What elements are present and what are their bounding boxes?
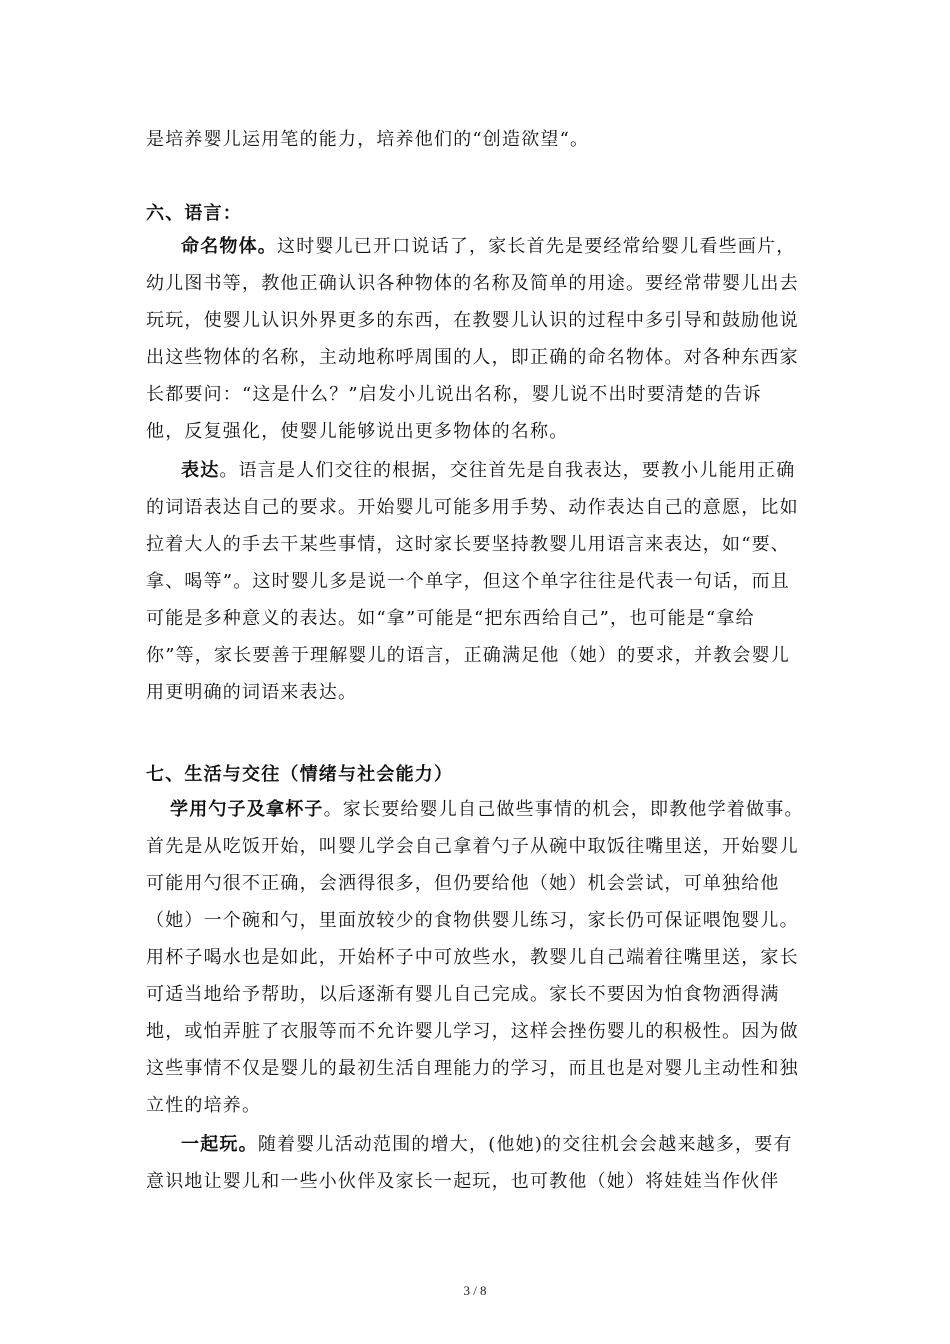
paragraph-line: 用杯子喝水也是如此，开始杯子中可放些水，教婴儿自己端着往嘴里送，家长 (146, 947, 799, 968)
section-7-heading: 七、生活与交往（情绪与社会能力） (146, 764, 454, 785)
paragraph-line: 地，或怕弄脏了衣服等而不允许婴儿学习，这样会挫伤婴儿的积极性。因为做 (146, 1021, 799, 1042)
paragraph-line: 拿、喝等”。这时婴儿多是说一个单字，但这个单字往往是代表一句话，而且 (146, 571, 790, 592)
paragraph-lead: 学用勺子及拿杯子 (170, 799, 324, 820)
paragraph-spoon-line-1 (170, 798, 806, 822)
paragraph-line: 这些事情不仅是婴儿的最初生活自理能力的学习，而且也是对婴儿主动性和独 (146, 1058, 799, 1079)
intro-line: 是培养婴儿运用笔的能力，培养他们的“创造欲望“。 (146, 129, 590, 150)
paragraph-line: 可适当地给予帮助，以后逐渐有婴儿自己完成。家长不要因为怕食物洒得满 (146, 984, 780, 1005)
paragraph-lead: 一起玩。 (181, 1134, 258, 1155)
paragraph-line: 你”等，家长要善于理解婴儿的语言，正确满足他（她）的要求，并教会婴儿 (146, 645, 790, 666)
paragraph-line: 可能是多种意义的表达。如“拿”可能是“把东西给自己”，也可能是“拿给 (146, 608, 755, 629)
paragraph-lead: 表达 (181, 460, 220, 481)
paragraph-line: 的词语表达自己的要求。开始婴儿可能多用手势、动作表达自己的意愿，比如 (146, 497, 799, 518)
paragraph-line: 玩玩，使婴儿认识外界更多的东西，在教婴儿认识的过程中多引导和鼓励他说 (146, 310, 799, 331)
paragraph-text: 随着婴儿活动范围的增大，(他她)的交往机会会越来越多，要有 (257, 1134, 793, 1155)
paragraph-play-line-1 (181, 1133, 806, 1157)
paragraph-line: 可能用勺很不正确，会洒得很多，但仍要给他（她）机会尝试，可单独给他 (146, 873, 780, 894)
paragraph-line: （她）一个碗和勺，里面放较少的食物供婴儿练习，家长仍可保证喂饱婴儿。 (146, 910, 799, 931)
paragraph-line: 幼儿图书等，教他正确认识各种物体的名称及简单的用途。要经常带婴儿出去 (146, 273, 799, 294)
paragraph-text: 这时婴儿已开口说话了，家长首先是要经常给婴儿看些画片， (277, 236, 796, 257)
paragraph-text: 。家长要给婴儿自己做些事情的机会，即教他学着做事。 (323, 799, 804, 820)
paragraph-line: 拉着大人的手去干某些事情，这时家长要坚持教婴儿用语言来表达，如“要、 (146, 534, 790, 555)
paragraph-line: 他，反复强化，使婴儿能够说出更多物体的名称。 (146, 421, 569, 442)
paragraph-expression-line-1 (181, 459, 806, 483)
page-number: 3 / 8 (463, 1283, 487, 1298)
paragraph-line: 意识地让婴儿和一些小伙伴及家长一起玩，也可教他（她）将娃娃当作伙伴 (146, 1171, 780, 1192)
paragraph-line: 长都要问：“这是什么？”启发小儿说出名称，婴儿说不出时要清楚的告诉 (146, 384, 763, 405)
paragraph-naming-line-1 (181, 235, 806, 259)
paragraph-text: 。语言是人们交往的根据，交往首先是自我表达，要教小儿能用正确 (219, 460, 796, 481)
paragraph-line: 立性的培养。 (146, 1095, 262, 1116)
paragraph-line: 用更明确的词语来表达。 (146, 682, 358, 703)
paragraph-lead: 命名物体。 (181, 236, 277, 257)
paragraph-line: 出这些物体的名称，主动地称呼周围的人，即正确的命名物体。对各种东西家 (146, 347, 799, 368)
section-6-heading: 六、语言： (146, 203, 242, 224)
paragraph-line: 首先是从吃饭开始，叫婴儿学会自己拿着勺子从碗中取饭往嘴里送，开始婴儿 (146, 836, 799, 857)
